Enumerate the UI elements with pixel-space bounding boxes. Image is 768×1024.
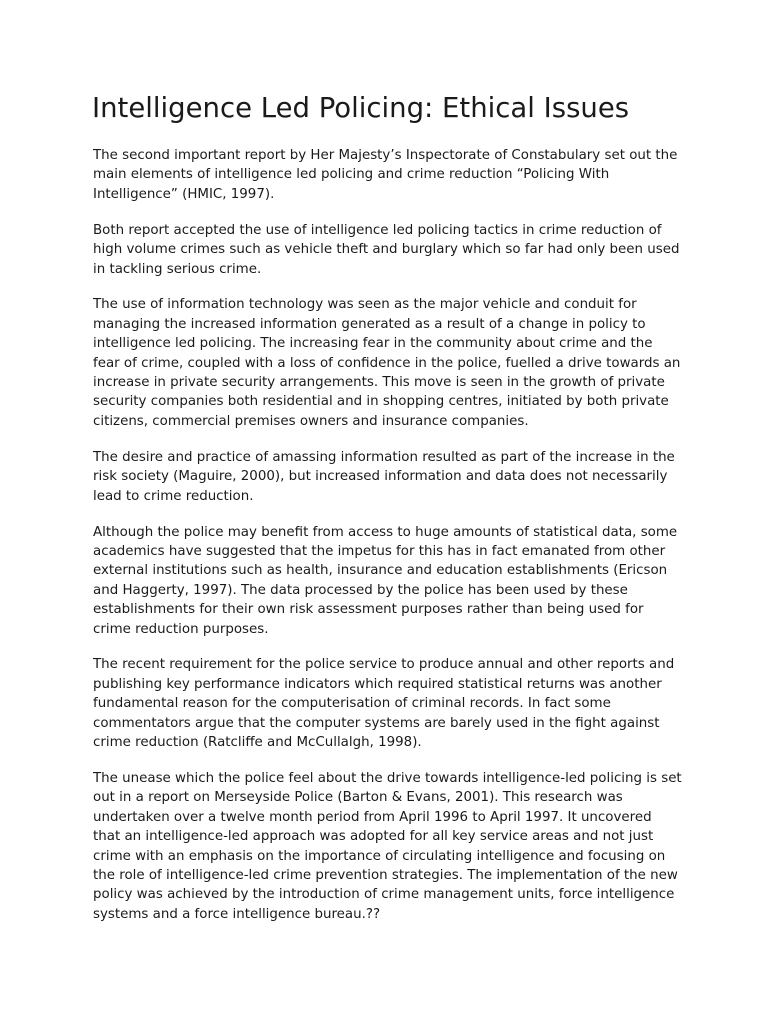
- paragraph-high-volume-crimes: Both report accepted the use of intelligence led policing tactics in crime reduction of high volume crimes such as vehicle theft and burglary which so far had only been used in tackling serious crime.: [93, 222, 680, 277]
- document-title: Intelligence Led Policing: Ethical Issues: [92, 92, 630, 124]
- paragraph-statistical-data: Although the police may benefit from access to huge amounts of statistical data, some academics have suggested that the impetus for this has in fact emanated from other external institutions such as health, insurance and education establishments (Ericson and Haggerty, 1997). The data processed by the police has been used by these establishments for their own risk assessment purposes rather than being used for crime reduction purposes.: [93, 524, 678, 637]
- paragraph-hmic-report: The second important report by Her Majesty’s Inspectorate of Constabulary set out the main elements of intelligence led policing and crime reduction “Policing With Intelligence” (HMIC, 1997).: [93, 148, 678, 202]
- document-body: [93, 146, 683, 941]
- paragraph-risk-society: The desire and practice of amassing information resulted as part of the increase in the risk society (Maguire, 2000), but increased information and data does not necessarily lead to crime reduction.: [93, 449, 675, 504]
- paragraph-performance-indicators: The recent requirement for the police service to produce annual and other reports and publishing key performance indicators which required statistical returns was another fundamental reason for the computerisation of criminal records. In fact some commentators argue that the computer systems are barely used in the fight against crime reduction (Ratcliffe and McCullalgh, 1998).: [93, 657, 675, 751]
- paragraph-information-technology: The use of information technology was seen as the major vehicle and conduit for managing the increased information generated as a result of a change in policy to intelligence led policing. The increasing fear in the community about crime and the fear of crime, coupled with a loss of confidence in the police, fuelled a drive towards an increase in private security arrangements. This move is seen in the growth of private security companies both residential and in shopping centres, initiated by both private citizens, commercial premises owners and insurance companies.: [93, 297, 681, 429]
- paragraph-merseyside-police: The unease which the police feel about the drive towards intelligence-led policing is set out in a report on Merseyside Police (Barton & Evans, 2001). This research was undertaken over a twelve month period from April 1996 to April 1997. It uncovered that an intelligence-led approach was adopted for all key service areas and not just crime with an emphasis on the importance of circulating intelligence and focusing on the role of intelligence-led crime prevention strategies. The implementation of the new policy was achieved by the introduction of crime management units, force intelligence systems and a force intelligence bureau.??: [93, 770, 682, 922]
